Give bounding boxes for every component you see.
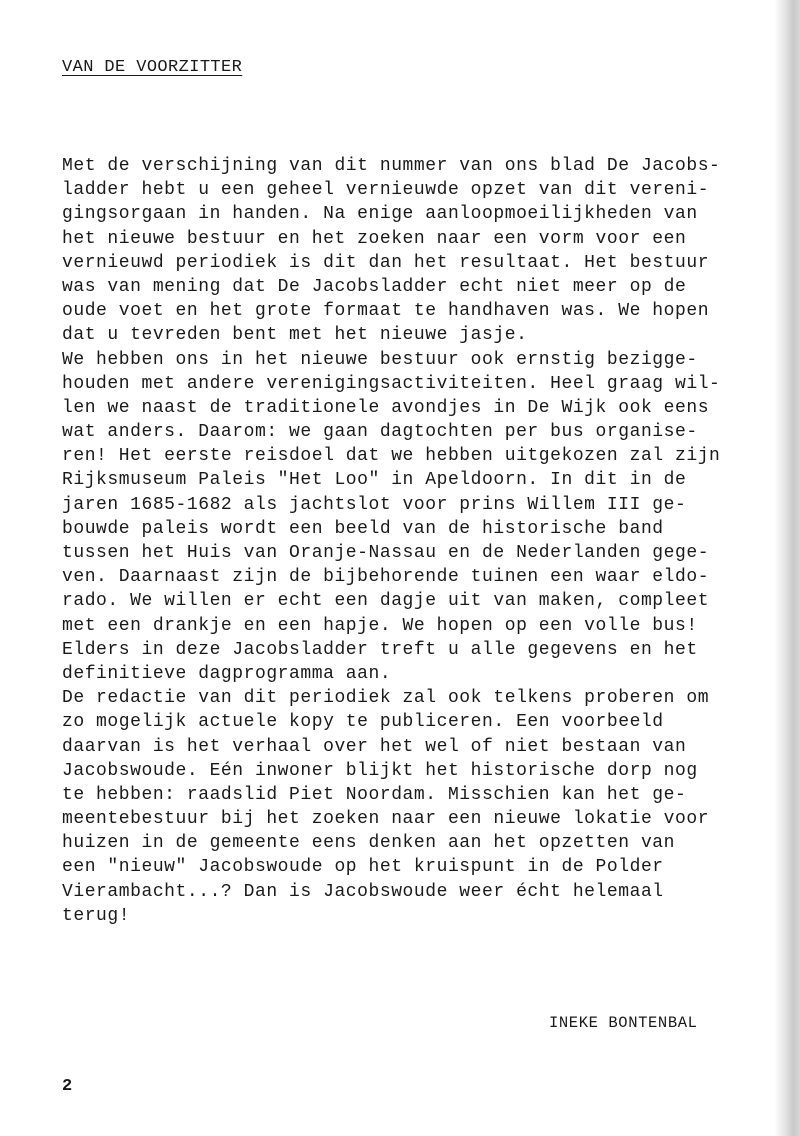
body-line: het nieuwe bestuur en het zoeken naar een vorm voor een [62,228,687,249]
body-line: bouwde paleis wordt een beeld van de historische band [62,518,664,539]
body-line: ladder hebt u een geheel vernieuwde opzet van dit vereni- [62,180,710,201]
body-line: We hebben ons in het nieuwe bestuur ook ernstig bezigge- [62,349,698,370]
body-line: houden met andere verenigingsactiviteiten. Heel graag wil- [62,373,721,394]
body-line: ven. Daarnaast zijn de bijbehorende tuinen een waar eldo- [62,567,710,588]
body-line: Elders in deze Jacobsladder treft u alle gegevens en het [62,639,698,660]
body-line: rado. We willen er echt een dagje uit van maken, compleet [62,591,710,612]
body-line: wat anders. Daarom: we gaan dagtochten per bus organise- [62,422,698,443]
page-title: VAN DE VOORZITTER [62,58,243,77]
author-signature: INEKE BONTENBAL [549,1014,698,1032]
body-line: vernieuwd periodiek is dit dan het resultaat. Het bestuur [62,252,710,273]
body-line: Jacobswoude. Eén inwoner blijkt het historische dorp nog [62,760,698,781]
body-line: terug! [62,905,131,926]
article-body [62,154,772,928]
body-line: daarvan is het verhaal over het wel of niet bestaan van [62,736,687,757]
body-line: Vierambacht...? Dan is Jacobswoude weer écht helemaal [62,881,664,902]
body-line: De redactie van dit periodiek zal ook telkens proberen om [62,688,710,709]
body-line: dat u tevreden bent met het nieuwe jasje. [62,325,528,346]
body-line: oude voet en het grote formaat te handhaven was. We hopen [62,301,710,322]
body-line: gingsorgaan in handen. Na enige aanloopmoeilijkheden van [62,204,698,225]
body-line: len we naast de traditionele avondjes in De Wijk ook eens [62,397,710,418]
body-line: tussen het Huis van Oranje-Nassau en de Nederlanden gege- [62,543,710,563]
body-line: huizen in de gemeente eens denken aan het opzetten van [62,833,675,854]
page-number: 2 [62,1077,73,1096]
body-line: zo mogelijk actuele kopy te publiceren. Een voorbeeld [62,712,664,733]
body-line: een "nieuw" Jacobswoude op het kruispunt in de Polder [62,857,664,878]
body-line: was van mening dat De Jacobsladder echt niet meer op de [62,276,687,297]
body-line: ren! Het eerste reisdoel dat we hebben uitgekozen zal zijn [62,446,721,467]
body-line: jaren 1685-1682 als jachtslot voor prins Willem III ge- [62,494,687,515]
page-edge-shadow [774,0,800,1136]
body-line: met een drankje en een hapje. We hopen op een volle bus! [62,615,698,636]
body-line: meentebestuur bij het zoeken naar een nieuwe lokatie voor [62,809,710,830]
body-line: definitieve dagprogramma aan. [62,663,392,684]
body-line: Rijksmuseum Paleis "Het Loo" in Apeldoorn. In dit in de [62,470,687,491]
body-line: te hebben: raadslid Piet Noordam. Misschien kan het ge- [62,784,687,805]
body-line: Met de verschijning van dit nummer van ons blad De Jacobs- [62,156,721,176]
